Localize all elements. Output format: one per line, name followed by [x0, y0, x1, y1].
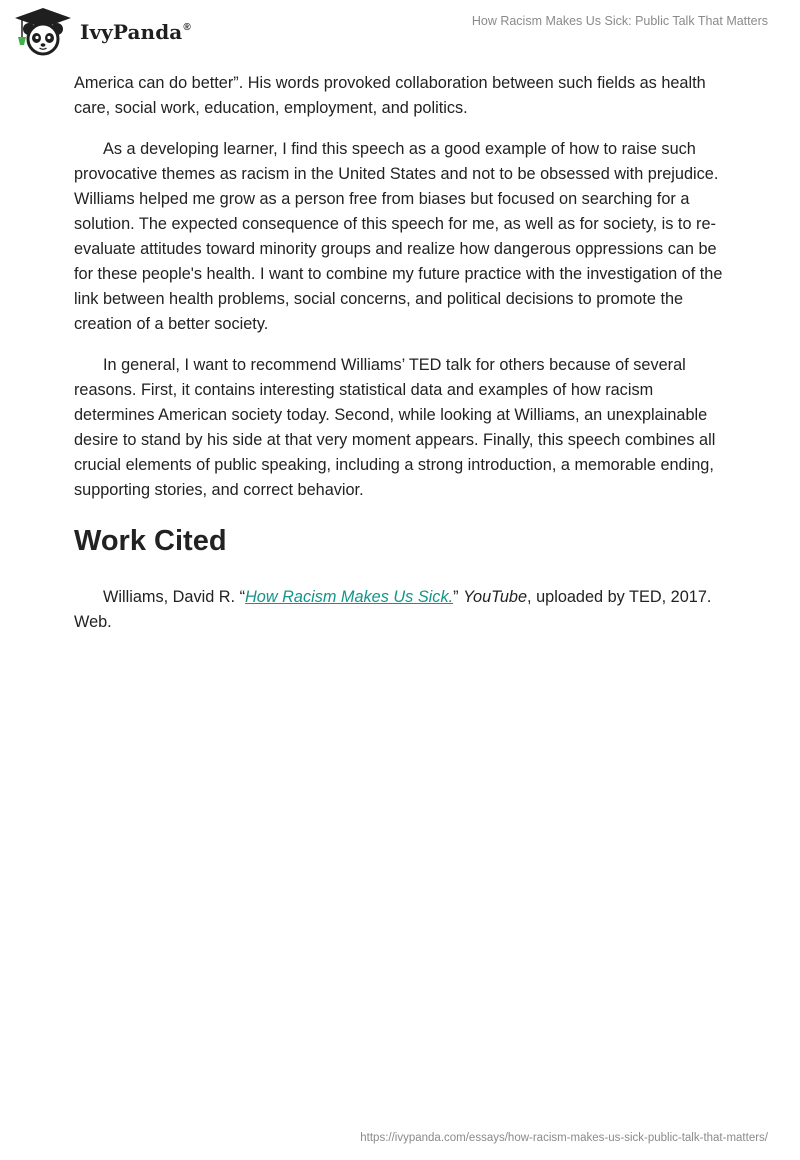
citation-details: , uploaded by TED, 2017. Web. — [74, 588, 712, 631]
document-title: How Racism Makes Us Sick: Public Talk That Matters — [471, 14, 768, 28]
citation-source: YouTube — [463, 588, 528, 606]
works-cited-heading: Work Cited — [74, 525, 227, 557]
citation-entry — [74, 585, 734, 635]
footer-source-url: https://ivypanda.com/essays/how-racism-makes-us-sick-public-talk-that-matters/ — [360, 1132, 768, 1144]
citation-title-link[interactable]: How Racism Makes Us Sick. — [245, 588, 454, 606]
panda-graduation-cap-icon — [12, 7, 74, 57]
citation-author: Williams, David R. “ — [103, 588, 246, 606]
ivypanda-logo[interactable] — [12, 7, 191, 57]
registered-mark: ® — [183, 22, 191, 33]
paragraph-continued: America can do better”. His words provoked collaboration between such fields as health care, social work, education, employment, and politics. — [74, 74, 706, 117]
essay-body — [74, 71, 734, 635]
logo-wordmark: IvyPanda® — [80, 20, 191, 44]
page-header — [0, 0, 800, 60]
paragraph: In general, I want to recommend Williams’ TED talk for others because of several reasons. First, it contains interesting statistical data and examples of how racism determines American society today. Second, while looking at Williams, an unexplainable desire to stand by his side at that very moment appears. Finally, this speech combines all crucial elements of public speaking, including a strong introduction, a memorable ending, supporting stories, and correct behavior. — [74, 356, 716, 499]
paragraph: As a developing learner, I find this speech as a good example of how to raise such provocative themes as racism in the United States and not to be obsessed with prejudice. Williams helped me grow as a person free from biases but focused on searching for a solution. The expected consequence of this speech for me, as well as for society, is to re-evaluate attitudes toward minority groups and realize how dangerous oppressions can be for these people's health. I want to combine my future practice with the investigation of the link between health problems, social concerns, and political decisions to promote the creation of a better society. — [74, 140, 723, 333]
citation-quote-close: ” — [453, 588, 464, 606]
